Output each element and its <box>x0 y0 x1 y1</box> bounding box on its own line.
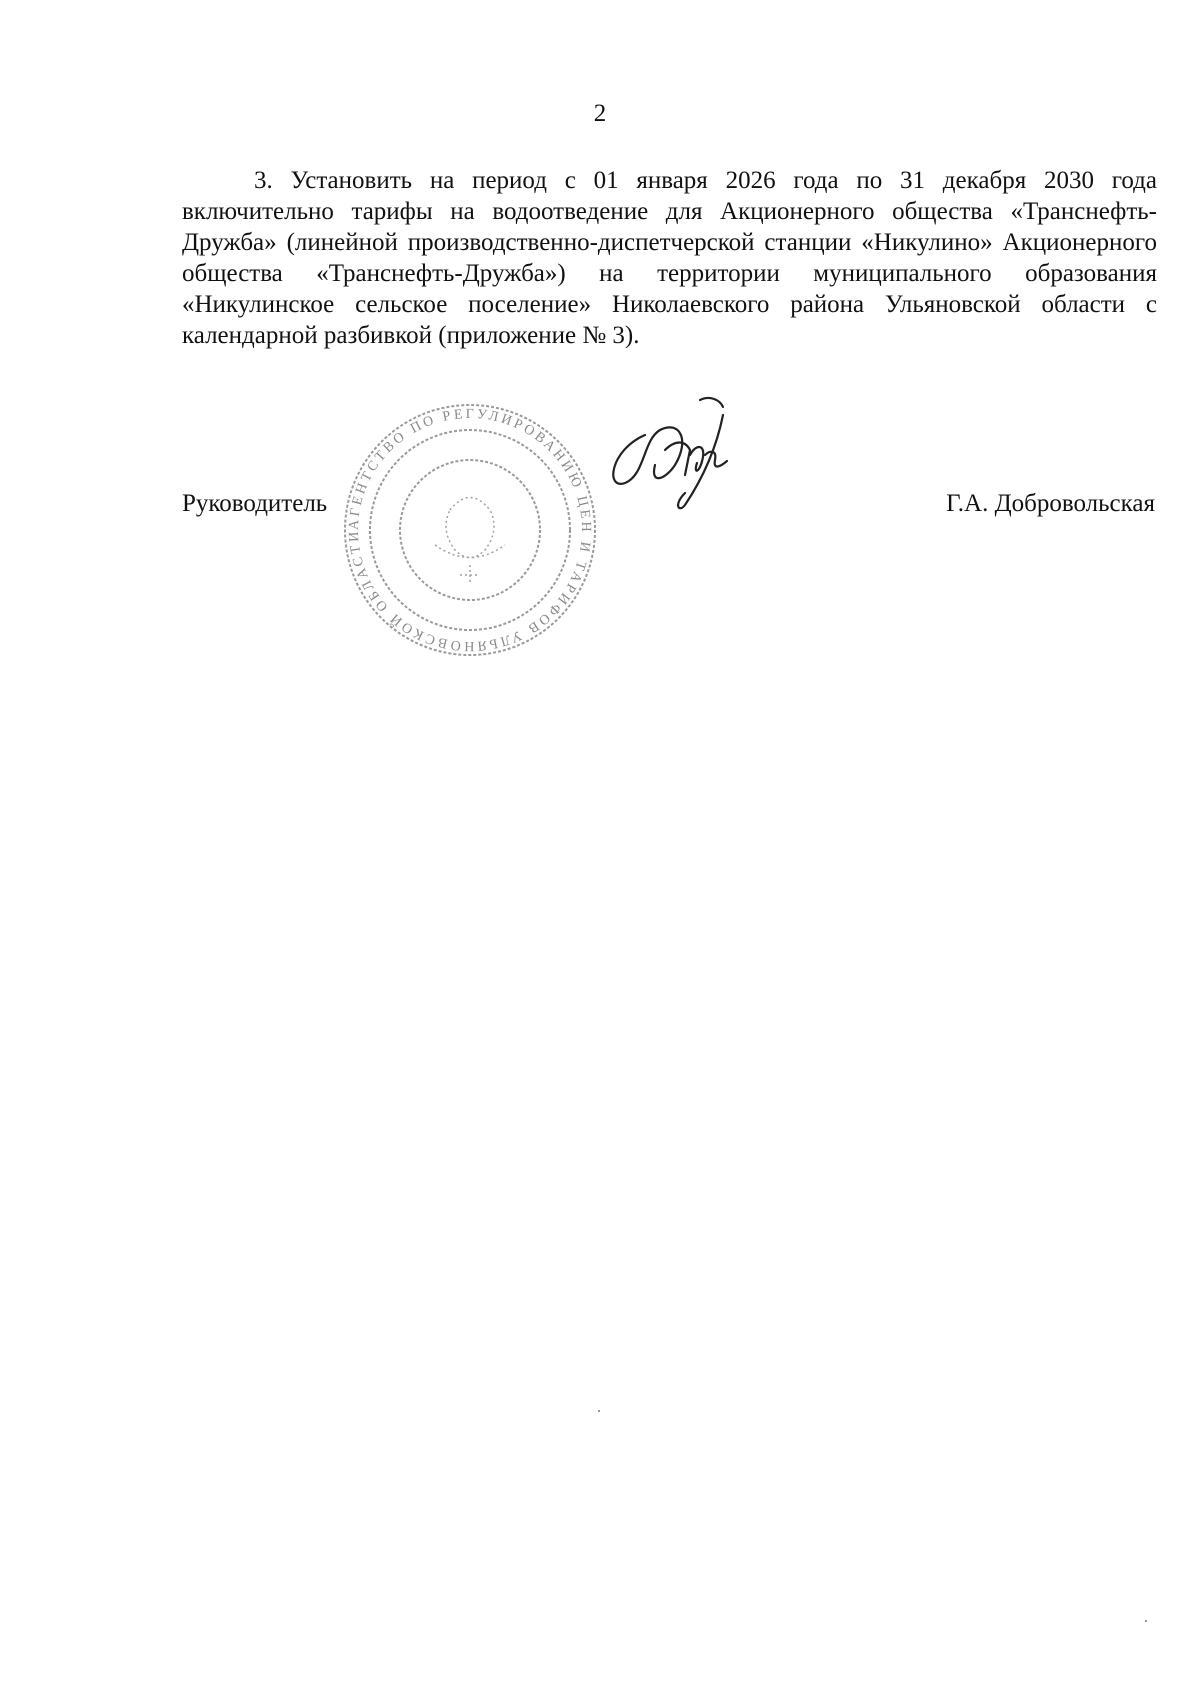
scan-speck <box>598 1410 600 1412</box>
seal-outer-text: АГЕНТСТВО ПО РЕГУЛИРОВАНИЮ ЦЕН И ТАРИФОВ УЛЬЯНОВСКОЙ ОБЛАСТИ <box>346 406 594 654</box>
handwritten-signature <box>605 395 775 545</box>
paragraph-3: 3. Установить на период с 01 января 2026 года по 31 декабря 2030 года включительно тарифы на водоотведение для Акционерного общества «Транснефть-Дружба» (линейной производственно-диспетчерской станции «Никулино» Акционерного общества «Транснефть-Дружба») на территории муниципального образования «Никулинское сельское поселение» Николаевского района Ульяновской области с календарной разбивкой (приложение № 3). <box>182 167 1157 349</box>
seal-emblem <box>435 498 505 586</box>
official-seal <box>340 400 600 660</box>
svg-text:АГЕНТСТВО ПО РЕГУЛИРОВАНИЮ ЦЕН <box>347 407 593 653</box>
signatory-title: Руководитель <box>182 490 328 517</box>
scan-speck <box>1145 1620 1147 1622</box>
signatory-name: Г.А. Добровольская <box>946 490 1155 517</box>
page-number: 2 <box>593 100 607 127</box>
